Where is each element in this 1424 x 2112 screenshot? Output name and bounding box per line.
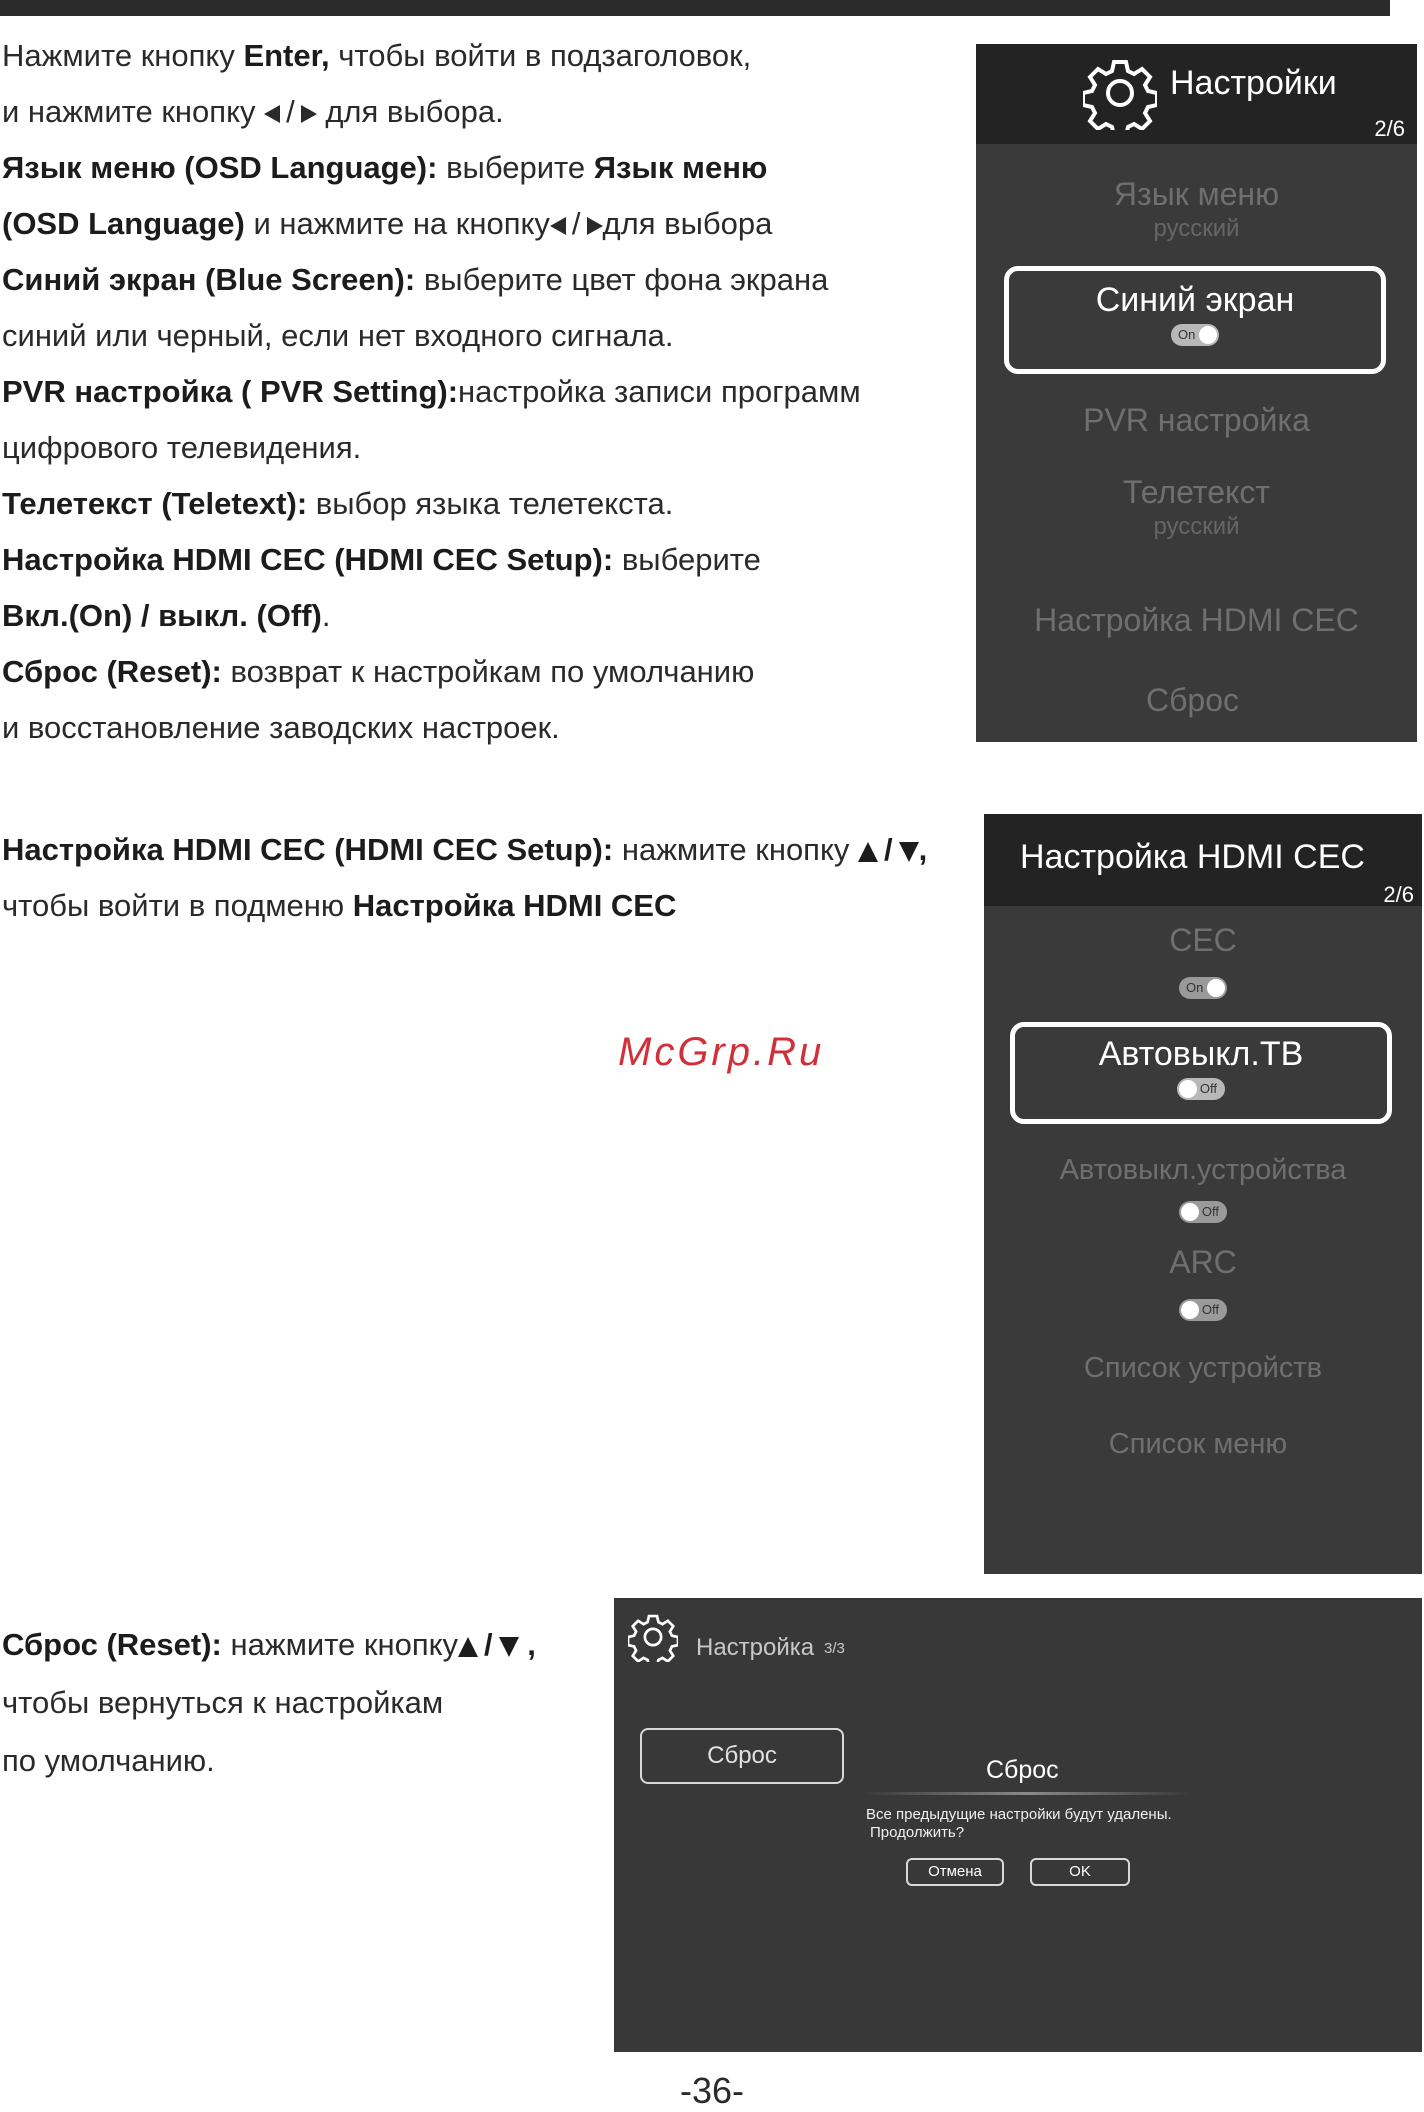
blue-screen-toggle[interactable]: On bbox=[1171, 324, 1219, 346]
menu-item-osd-language[interactable]: Язык меню русский bbox=[976, 176, 1417, 243]
text-line: синий или черный, если нет входного сигнала. bbox=[2, 318, 674, 353]
dialog-message: Все предыдущие настройки будут удалены. Продолжить? bbox=[866, 1806, 1172, 1841]
hdmi-cec-menu-title: Настройка HDMI CEC bbox=[1020, 838, 1365, 876]
settings-menu-panel bbox=[976, 44, 1417, 742]
menu-item-teletext[interactable]: Телетекст русский bbox=[976, 474, 1417, 541]
menu-item-label: Синий экран bbox=[1095, 281, 1295, 319]
text-line: PVR настройка ( PVR Setting):настройка записи программ bbox=[2, 374, 861, 409]
settings-menu-title: Настройки bbox=[1170, 64, 1337, 102]
page-indicator: 2/6 bbox=[1383, 882, 1414, 907]
arrow-down-icon bbox=[899, 842, 919, 862]
text-line: Язык меню (OSD Language): выберите Язык меню bbox=[2, 150, 768, 185]
text-line: чтобы вернуться к настройкам bbox=[2, 1685, 444, 1720]
dialog-title: Сброс bbox=[986, 1756, 1059, 1784]
arrow-left-icon bbox=[550, 217, 566, 235]
watermark: McGrp.Ru bbox=[618, 1030, 825, 1074]
text-line: и восстановление заводских настроек. bbox=[2, 710, 560, 745]
dialog-divider bbox=[862, 1792, 1192, 1795]
menu-item-blue-screen-selected[interactable] bbox=[1004, 266, 1386, 374]
top-border-bar bbox=[0, 0, 1390, 16]
reset-menu-panel bbox=[614, 1598, 1422, 2052]
menu-item-value: русский bbox=[1153, 215, 1240, 242]
menu-item-cec[interactable]: CEC On bbox=[984, 922, 1422, 1004]
reset-menu-button[interactable]: Сброс bbox=[640, 1728, 844, 1784]
gear-icon bbox=[628, 1612, 678, 1662]
arrow-down-icon bbox=[499, 1637, 519, 1657]
settings-menu-header bbox=[976, 44, 1417, 144]
menu-item-reset[interactable]: Сброс bbox=[1145, 682, 1240, 718]
menu-item-pvr-setting[interactable]: PVR настройка bbox=[1083, 402, 1310, 438]
text-line: по умолчанию. bbox=[2, 1743, 215, 1778]
section-settings-description bbox=[2, 28, 962, 756]
menu-item-menu-list[interactable]: Список меню bbox=[1108, 1428, 1288, 1460]
text-line: Вкл.(On) / выкл. (Off). bbox=[2, 598, 331, 633]
auto-device-off-toggle[interactable]: Off bbox=[1179, 1201, 1227, 1223]
menu-item-auto-tv-off-selected[interactable] bbox=[1010, 1022, 1392, 1124]
menu-item-hdmi-cec[interactable]: Настройка HDMI CEC bbox=[1034, 602, 1359, 638]
ok-button[interactable]: OK bbox=[1030, 1858, 1130, 1886]
text-line: (OSD Language) и нажмите на кнопку / для выбора bbox=[2, 206, 773, 241]
text-line: Синий экран (Blue Screen): выберите цвет фона экрана bbox=[2, 262, 829, 297]
text-line: Телетекст (Teletext): выбор языка телетекста. bbox=[2, 486, 674, 521]
menu-item-device-list[interactable]: Список устройств bbox=[1083, 1352, 1323, 1384]
menu-item-label: Автовыкл.ТВ bbox=[1098, 1035, 1304, 1073]
text-line: чтобы войти в подменю Настройка HDMI CEC bbox=[2, 888, 677, 923]
arrow-up-icon bbox=[458, 1637, 478, 1657]
text-line: цифрового телевидения. bbox=[2, 430, 362, 465]
text-line: Нажмите кнопку Enter, чтобы войти в подзаголовок, bbox=[2, 38, 752, 73]
page-indicator: 2/6 bbox=[1374, 116, 1405, 141]
text-line: Настройка HDMI CEC (HDMI CEC Setup): выберите bbox=[2, 542, 761, 577]
text-line: Сброс (Reset): нажмите кнопку / , bbox=[2, 1627, 536, 1662]
reset-menu-title: Настройка bbox=[696, 1634, 815, 1661]
text-line: и нажмите кнопку / для выбора. bbox=[2, 94, 504, 129]
arrow-right-icon bbox=[587, 217, 603, 235]
page-indicator: 3/3 bbox=[824, 1640, 845, 1657]
cancel-button[interactable]: Отмена bbox=[906, 1858, 1004, 1886]
cec-toggle[interactable]: On bbox=[1179, 977, 1227, 999]
gear-icon bbox=[1083, 56, 1157, 130]
menu-item-arc[interactable]: ARC Off bbox=[984, 1244, 1422, 1326]
auto-tv-off-toggle[interactable]: Off bbox=[1177, 1078, 1225, 1100]
hdmi-cec-menu-panel bbox=[984, 814, 1422, 1574]
menu-item-value: русский bbox=[1153, 513, 1240, 540]
arrow-left-icon bbox=[264, 105, 280, 123]
hdmi-cec-menu-header bbox=[984, 814, 1422, 906]
menu-item-auto-device-off[interactable]: Автовыкл.устройства Off bbox=[984, 1154, 1422, 1228]
arc-toggle[interactable]: Off bbox=[1179, 1299, 1227, 1321]
page-number: -36- bbox=[679, 2070, 745, 2111]
text-line: Сброс (Reset): возврат к настройкам по умолчанию bbox=[2, 654, 755, 689]
section-hdmi-cec-description bbox=[2, 822, 962, 934]
arrow-up-icon bbox=[858, 842, 878, 862]
arrow-right-icon bbox=[301, 105, 317, 123]
text-line: Настройка HDMI CEC (HDMI CEC Setup): нажмите кнопку / , bbox=[2, 832, 928, 867]
